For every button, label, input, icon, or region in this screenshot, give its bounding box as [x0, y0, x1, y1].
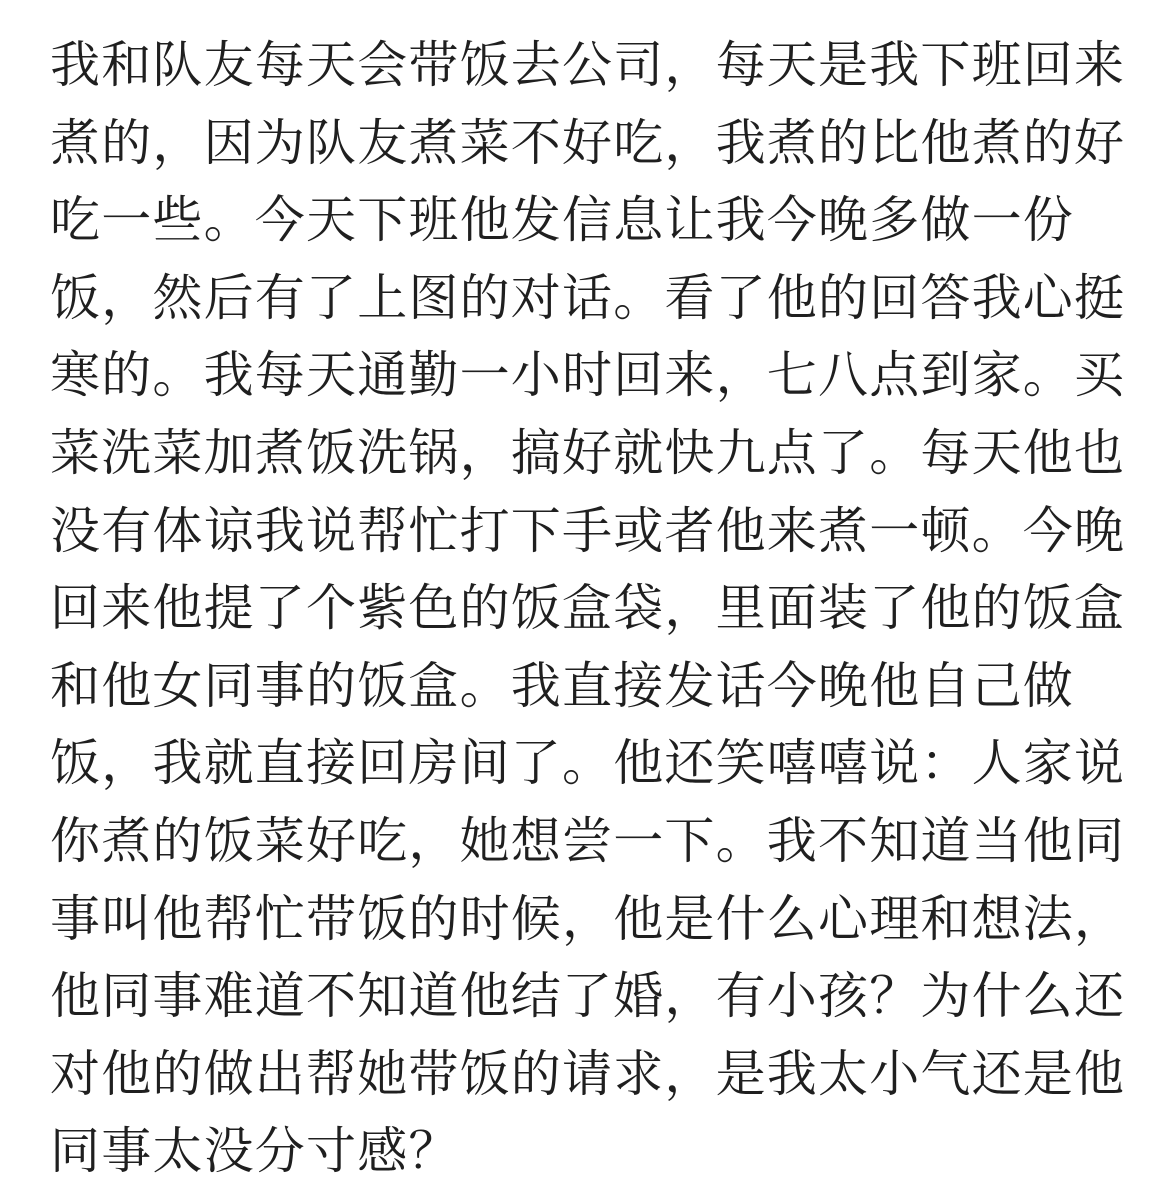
post-line: 菜洗菜加煮饭洗锅，搞好就快九点了。每天他也 [50, 423, 1126, 482]
post-line: 吃一些。今天下班他发信息让我今晚多做一份 [50, 191, 1074, 250]
post-line: 饭，然后有了上图的对话。看了他的回答我心挺 [50, 268, 1126, 327]
post-line: 对他的做出帮她带饭的请求，是我太小气还是他 [50, 1044, 1126, 1103]
post-line: 我和队友每天会带饭去公司，每天是我下班回来 [50, 36, 1126, 94]
post-line: 回来他提了个紫色的饭盒袋，里面装了他的饭盒 [50, 579, 1126, 638]
post-line: 饭，我就直接回房间了。他还笑嘻嘻说：人家说 [50, 734, 1126, 793]
post-line: 没有体谅我说帮忙打下手或者他来煮一顿。今晚 [50, 501, 1126, 560]
post-line: 他同事难道不知道他结了婚，有小孩？为什么还 [50, 967, 1126, 1026]
post-line: 事叫他帮忙带饭的时候，他是什么心理和想法， [50, 889, 1126, 948]
post-line: 煮的，因为队友煮菜不好吃，我煮的比他煮的好 [50, 113, 1126, 172]
post-line: 你煮的饭菜好吃，她想尝一下。我不知道当他同 [50, 811, 1126, 870]
watermark [485, 1150, 700, 1184]
post-line: 和他女同事的饭盒。我直接发话今晚他自己做 [50, 656, 1074, 715]
post-line: 同事太没分寸感？ [50, 1122, 460, 1181]
post-body [50, 27, 1130, 1191]
post-line: 寒的。我每天通勤一小时回来，七八点到家。买 [50, 346, 1126, 405]
